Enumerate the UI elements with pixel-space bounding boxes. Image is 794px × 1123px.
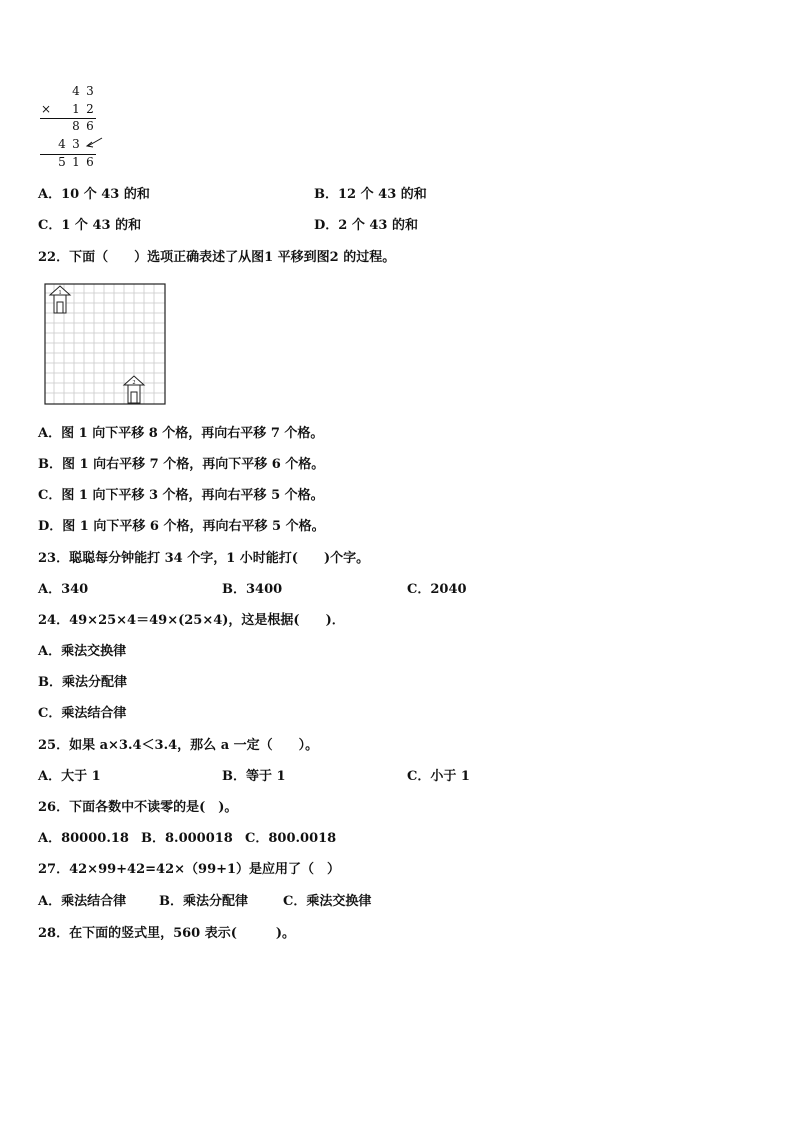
digit: 3 — [86, 84, 94, 98]
arrow-icon — [84, 136, 104, 150]
option-text: 图 1 向下平移 3 个格，再向右平移 5 个格。 — [61, 488, 324, 503]
q23-option-c[interactable] — [407, 581, 467, 599]
q27-option-c[interactable] — [283, 893, 371, 911]
option-letter: A． — [38, 644, 62, 659]
option-text: 1 个 43 的和 — [61, 218, 142, 233]
q23-question: 23．聪聪每分钟能打 34 个字，1 小时能打( )个字。 — [38, 551, 370, 566]
option-text: 图 1 向右平移 7 个格，再向下平移 6 个格。 — [62, 457, 325, 472]
q24-option-b[interactable] — [38, 674, 127, 692]
figure-1-label: 1 — [58, 290, 62, 296]
q22-option-b[interactable] — [38, 456, 324, 474]
option-letter: A． — [38, 769, 62, 784]
vertical-multiplication — [40, 84, 110, 170]
q26-question: 26．下面各数中不读零的是( )。 — [38, 800, 238, 815]
digit: 1 — [72, 102, 80, 116]
q27-option-a[interactable] — [38, 893, 126, 911]
option-letter: B． — [314, 187, 338, 202]
option-text: 乘法交换律 — [306, 894, 372, 909]
option-text: 乘法分配律 — [62, 675, 128, 690]
option-text: 大于 1 — [61, 769, 101, 784]
q27-question: 27．42×99+42=42×（99+1）是应用了（ ） — [38, 862, 341, 877]
option-letter: A． — [38, 894, 62, 909]
multiply-sign: × — [40, 102, 52, 116]
translation-grid-figure — [44, 283, 168, 407]
option-letter: C． — [38, 488, 62, 503]
digit: 4 — [58, 137, 66, 151]
option-letter: C． — [38, 706, 62, 721]
q26-option-a[interactable] — [38, 830, 129, 848]
option-letter: C． — [38, 218, 62, 233]
option-letter: B． — [159, 894, 183, 909]
option-text: 340 — [61, 582, 89, 597]
option-text: 10 个 43 的和 — [61, 187, 150, 202]
option-letter: B． — [141, 831, 165, 846]
digit: 8 — [72, 119, 80, 133]
option-text: 800.0018 — [268, 831, 337, 846]
q22-option-a[interactable] — [38, 425, 323, 443]
option-letter: A． — [38, 426, 62, 441]
digit: 2 — [86, 102, 94, 116]
option-text: 图 1 向下平移 6 个格，再向右平移 5 个格。 — [62, 519, 325, 534]
option-letter: D． — [314, 218, 339, 233]
option-text: 8.000018 — [165, 831, 233, 846]
option-text: 80000.18 — [61, 831, 129, 846]
q27-option-b[interactable] — [159, 893, 248, 911]
option-letter: A． — [38, 582, 62, 597]
digit: 1 — [72, 155, 80, 169]
figure-2-label: 2 — [132, 380, 136, 386]
q21-option-d[interactable] — [314, 217, 418, 235]
q24-option-a[interactable] — [38, 643, 126, 661]
q21-option-b[interactable] — [314, 186, 427, 204]
q24-option-c[interactable] — [38, 705, 126, 723]
q21-option-c[interactable] — [38, 217, 141, 235]
option-text: 等于 1 — [246, 769, 286, 784]
q28-question: 28．在下面的竖式里，560 表示( )。 — [38, 926, 296, 941]
option-text: 图 1 向下平移 8 个格，再向右平移 7 个格。 — [61, 426, 324, 441]
option-text: 乘法结合律 — [61, 894, 127, 909]
option-text: 小于 1 — [430, 769, 470, 784]
option-letter: C． — [245, 831, 269, 846]
digit: 6 — [86, 119, 94, 133]
option-text: 乘法分配律 — [183, 894, 249, 909]
option-letter: D． — [38, 519, 63, 534]
option-letter: B． — [222, 582, 246, 597]
q25-option-b[interactable] — [222, 768, 286, 786]
digit: 5 — [58, 155, 66, 169]
digit: 6 — [86, 155, 94, 169]
option-text: 2040 — [430, 582, 467, 597]
option-letter: A． — [38, 831, 62, 846]
option-letter: C． — [407, 769, 431, 784]
q22-option-c[interactable] — [38, 487, 324, 505]
q26-option-b[interactable] — [141, 830, 233, 848]
option-text: 2 个 43 的和 — [338, 218, 418, 233]
option-letter: B． — [38, 675, 62, 690]
q25-question: 25．如果 a×3.4＜3.4，那么 a 一定（ ）。 — [38, 738, 319, 753]
option-letter: C． — [283, 894, 307, 909]
option-letter: B． — [222, 769, 246, 784]
option-letter: B． — [38, 457, 62, 472]
option-letter: C． — [407, 582, 431, 597]
q21-option-a[interactable] — [38, 186, 150, 204]
option-letter: A． — [38, 187, 62, 202]
option-text: 12 个 43 的和 — [338, 187, 427, 202]
option-text: 乘法交换律 — [61, 644, 127, 659]
q25-option-a[interactable] — [38, 768, 101, 786]
digit: 3 — [72, 137, 80, 151]
q26-option-c[interactable] — [245, 830, 336, 848]
q22-question: 22．下面（ ）选项正确表述了从图1 平移到图2 的过程。 — [38, 250, 396, 265]
option-text: 3400 — [246, 582, 283, 597]
q22-option-d[interactable] — [38, 518, 325, 536]
q23-option-b[interactable] — [222, 581, 282, 599]
option-text: 乘法结合律 — [61, 706, 127, 721]
q24-question: 24．49×25×4＝49×(25×4)，这是根据( )． — [38, 613, 345, 628]
q25-option-c[interactable] — [407, 768, 470, 786]
digit: 4 — [72, 84, 80, 98]
q23-option-a[interactable] — [38, 581, 88, 599]
